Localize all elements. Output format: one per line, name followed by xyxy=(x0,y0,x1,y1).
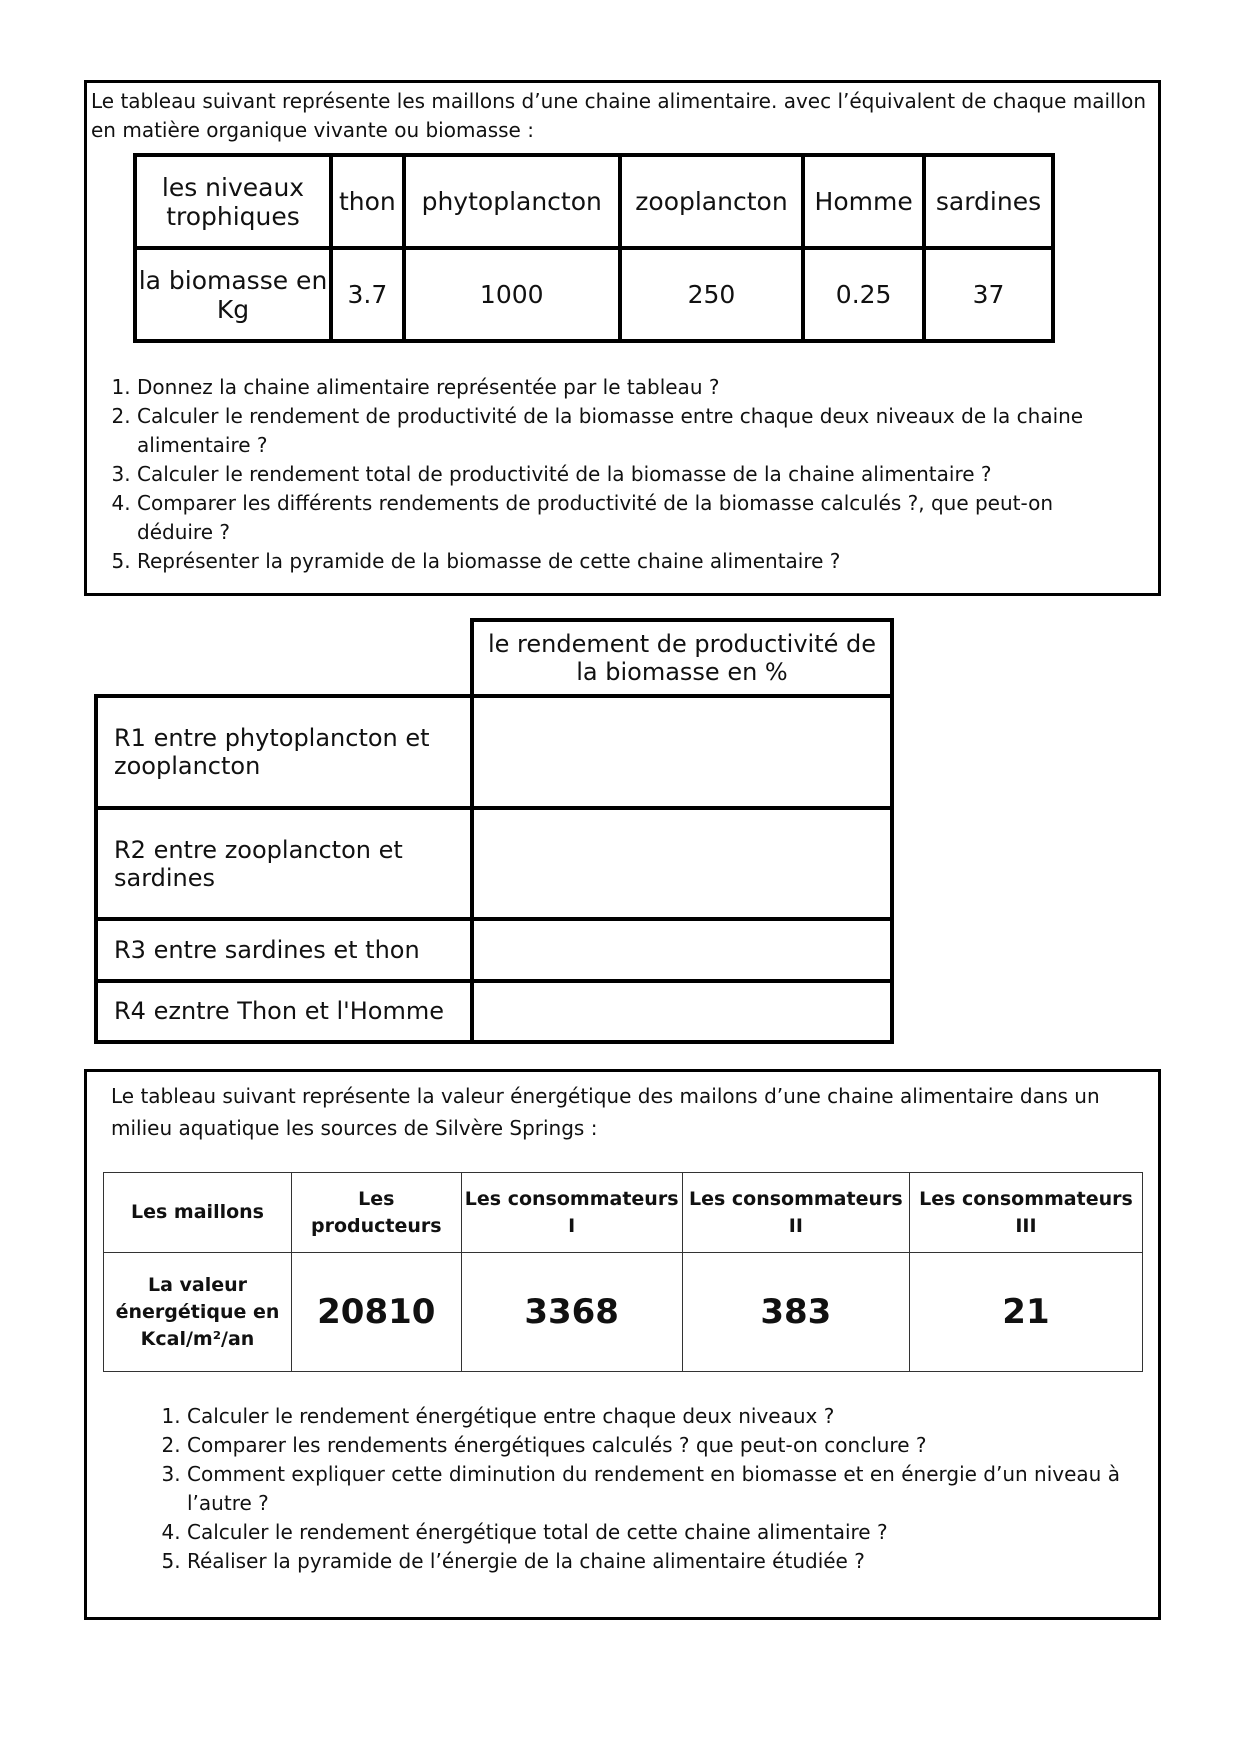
intro-text: Le tableau suivant représente la valeur énergétique des mailons d’une chaine alimentaire dans un milieu aquatique les sources de Silvère Springs : xyxy=(111,1084,1100,1140)
table-row xyxy=(104,1173,1143,1253)
question: 3. Comment expliquer cette diminution du rendement en biomasse et en énergie d’un niveau à l’autre ? xyxy=(187,1460,1147,1518)
table-cell: 20810 xyxy=(292,1253,462,1372)
table-cell: sardines xyxy=(924,155,1053,248)
table-row xyxy=(96,919,892,980)
table-cell: Homme xyxy=(803,155,924,248)
answer-cell[interactable] xyxy=(472,808,892,920)
table-cell: 3.7 xyxy=(331,248,404,341)
biomass-exercise xyxy=(84,80,1161,596)
question: 2. Calculer le rendement de productivité de la biomasse entre chaque deux niveaux de la chaine alimentaire ? xyxy=(137,402,1097,460)
table-cell: 21 xyxy=(909,1253,1142,1372)
row-label: R1 entre phytoplancton et zooplancton xyxy=(96,696,472,808)
row-header: Les maillons xyxy=(104,1173,292,1253)
energy-table xyxy=(103,1172,1143,1372)
table-cell: 383 xyxy=(682,1253,909,1372)
table-cell: zooplancton xyxy=(620,155,804,248)
table-row xyxy=(96,981,892,1042)
table-cell: Les producteurs xyxy=(292,1173,462,1253)
table-row xyxy=(104,1253,1143,1372)
table-cell: Les consommateurs I xyxy=(461,1173,682,1253)
question: 1. Calculer le rendement énergétique entre chaque deux niveaux ? xyxy=(187,1402,1147,1431)
table-row xyxy=(96,620,892,696)
row-label: R3 entre sardines et thon xyxy=(96,919,472,980)
answer-cell[interactable] xyxy=(472,981,892,1042)
yield-table xyxy=(94,618,894,1044)
table-cell: 3368 xyxy=(461,1253,682,1372)
table-row xyxy=(135,248,1053,341)
question: 5. Réaliser la pyramide de l’énergie de la chaine alimentaire étudiée ? xyxy=(187,1547,1147,1576)
row-header: La valeur énergétique en Kcal/m²/an xyxy=(104,1253,292,1372)
question: 5. Représenter la pyramide de la biomasse de cette chaine alimentaire ? xyxy=(137,547,1097,576)
row-label: R4 ezntre Thon et l'Homme xyxy=(96,981,472,1042)
table-cell: 1000 xyxy=(404,248,620,341)
row-label: R2 entre zooplancton et sardines xyxy=(96,808,472,920)
table-cell: 0.25 xyxy=(803,248,924,341)
answer-cell[interactable] xyxy=(472,696,892,808)
row-header: les niveaux trophiques xyxy=(135,155,331,248)
answer-cell[interactable] xyxy=(472,919,892,980)
question-list xyxy=(97,373,1097,576)
question: 1. Donnez la chaine alimentaire représentée par le tableau ? xyxy=(137,373,1097,402)
table-cell: Les consommateurs II xyxy=(682,1173,909,1253)
table-cell: phytoplancton xyxy=(404,155,620,248)
table-cell: 37 xyxy=(924,248,1053,341)
column-header: le rendement de productivité de la biomasse en % xyxy=(472,620,892,696)
intro-text: Le tableau suivant représente les maillons d’une chaine alimentaire. avec l’équivalent de chaque maillon en matière organique vivante ou biomasse : xyxy=(91,89,1147,142)
question: 2. Comparer les rendements énergétiques calculés ? que peut-on conclure ? xyxy=(187,1431,1147,1460)
table-row xyxy=(96,808,892,920)
table-cell: 250 xyxy=(620,248,804,341)
table-row xyxy=(135,155,1053,248)
question-list xyxy=(147,1402,1147,1576)
table-cell: Les consommateurs III xyxy=(909,1173,1142,1253)
question: 3. Calculer le rendement total de productivité de la biomasse de la chaine alimentaire ? xyxy=(137,460,1097,489)
question: 4. Calculer le rendement énergétique total de cette chaine alimentaire ? xyxy=(187,1518,1147,1547)
biomass-table xyxy=(133,153,1055,343)
table-cell: thon xyxy=(331,155,404,248)
empty-cell xyxy=(96,620,472,696)
energy-exercise xyxy=(84,1069,1161,1620)
table-row xyxy=(96,696,892,808)
row-header: la biomasse en Kg xyxy=(135,248,331,341)
question: 4. Comparer les différents rendements de productivité de la biomasse calculés ?, que peut-on déduire ? xyxy=(137,489,1097,547)
